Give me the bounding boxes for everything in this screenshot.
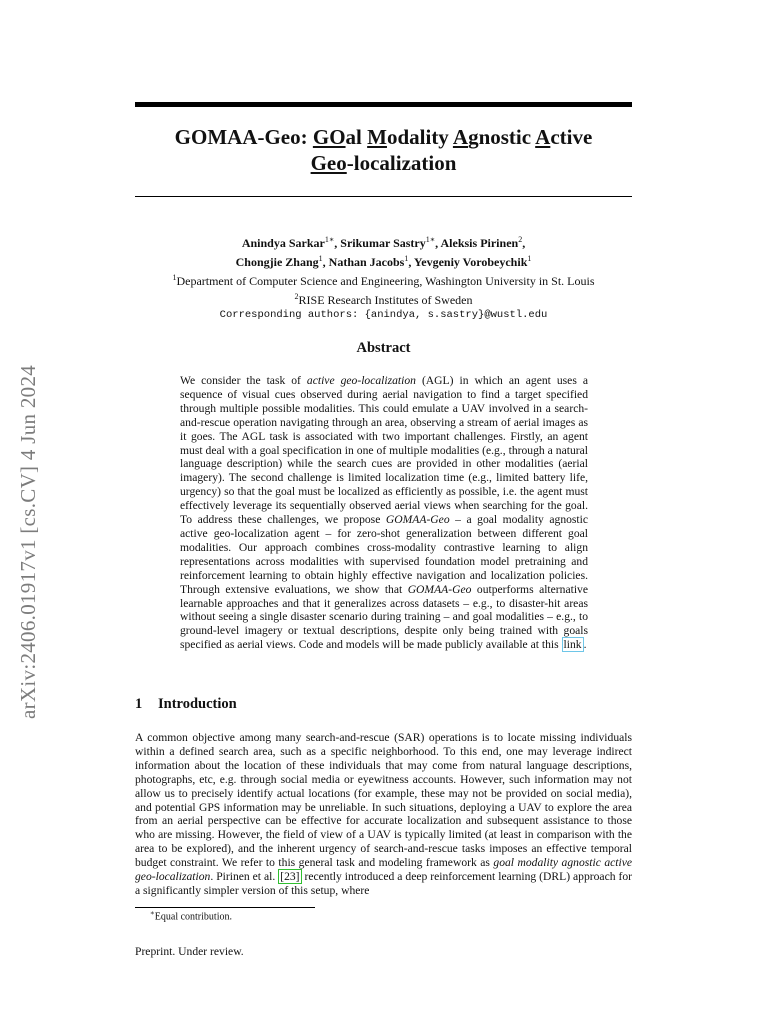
footnote: ∗Equal contribution. bbox=[150, 909, 232, 923]
footnote-rule bbox=[135, 907, 315, 908]
corresponding-authors: Corresponding authors: {anindya, s.sastry}@wustl.edu bbox=[219, 309, 548, 321]
introduction-paragraph: A common objective among many search-and-rescue (SAR) operations is to locate missing individuals within a defined search area, such as a specific neighborhood. To this end, one may leverage indirect information about the location of these individuals that may come from natural language descriptions, photographs, etc, e.g. through social media or eyewitness accounts. However, such information may not allow us to precisely identify actual locations (for example, these may not be provided on social media), and potential GPS information may be unreliable. In such situations, deploying a UAV to explore the area from an aerial perspective can be effective for accurate localization and subsequent assistance to those who are missing. However, the field of view of a UAV is typically limited (at least in comparison with the area to be explored), and the inherent urgency of search-and-rescue tasks imposes an effective temporal budget constraint. We refer to this general task and modeling framework as goal modality agnostic active geo-localization. Pirinen et al. [23] recently introduced a deep reinforcement learning (DRL) approach for a significantly simpler version of this setup, where bbox=[135, 731, 633, 897]
title-top-rule bbox=[135, 102, 632, 107]
affiliation-1: $^1$Department of Computer Science and Engineering, Washington University in St. Louis bbox=[172, 273, 595, 288]
affiliation-2: $^2$RISE Research Institutes of Sweden bbox=[294, 292, 473, 307]
preprint-notice: Preprint. Under review. bbox=[135, 945, 244, 958]
paper-title: GOMAA-Geo: GOal Modality Agnostic Active Geo-localization bbox=[174, 125, 593, 175]
abstract-text: We consider the task of active geo-localization (AGL) in which an agent uses a sequence of visual cues observed during aerial navigation to find a target specified through multiple possible modalities. This could emulate a UAV involved in a search-and-rescue operation navigating through an area, observing a stream of aerial images as it goes. The AGL task is associated with two important challenges. Firstly, an agent must deal with a goal specification in one of multiple modalities (e.g., through a natural language description) while the search cues are provided in other modalities (aerial imagery). The second challenge is limited localization time (e.g., limited battery life, urgency) so that the goal must be localized as efficiently as possible, i.e. the agent must effectively leverage its sequentially observed aerial views when searching for the goal. To address these challenges, we propose GOMAA-Geo – a goal modality agnostic active geo-localization agent – for zero-shot generalization between different goal modalities. Our approach combines cross-modality contrastive learning to align representations across modalities with supervised foundation model pretraining and reinforcement learning to obtain highly effective navigation and localization policies. Through extensive evaluations, we show that GOMAA-Geo outperforms alternative learnable approaches and that it generalizes across datasets – e.g., to disaster-hit areas without seeing a single disaster scenario during training – and goal modalities – e.g., to ground-level imagery or textual descriptions, despite only being trained with goals specified as aerial views. Code and models will be made publicly available at this link . bbox=[180, 374, 589, 652]
code-link[interactable]: link bbox=[563, 638, 582, 652]
title-bottom-rule bbox=[135, 196, 632, 197]
section-heading-introduction bbox=[135, 696, 237, 713]
citation-link[interactable]: [23] bbox=[280, 870, 300, 884]
section-number: 1 bbox=[135, 696, 143, 712]
author-names-line-1: Anindya Sarkar$^{1∗}$, Srikumar Sastry$^{1∗}$, Aleksis Pirinen$^2$, bbox=[241, 235, 526, 250]
abstract-heading: Abstract bbox=[356, 340, 411, 356]
arxiv-sidebar bbox=[14, 280, 54, 720]
author-block bbox=[135, 232, 632, 323]
author-names-line-2: Chongjie Zhang$^1$, Nathan Jacobs$^1$, Yevgeniy Vorobeychik$^1$ bbox=[235, 254, 532, 269]
section-title: Introduction bbox=[158, 696, 237, 712]
arxiv-identifier: arXiv:2406.01917v1 [cs.CV] 4 Jun 2024 bbox=[16, 364, 40, 719]
